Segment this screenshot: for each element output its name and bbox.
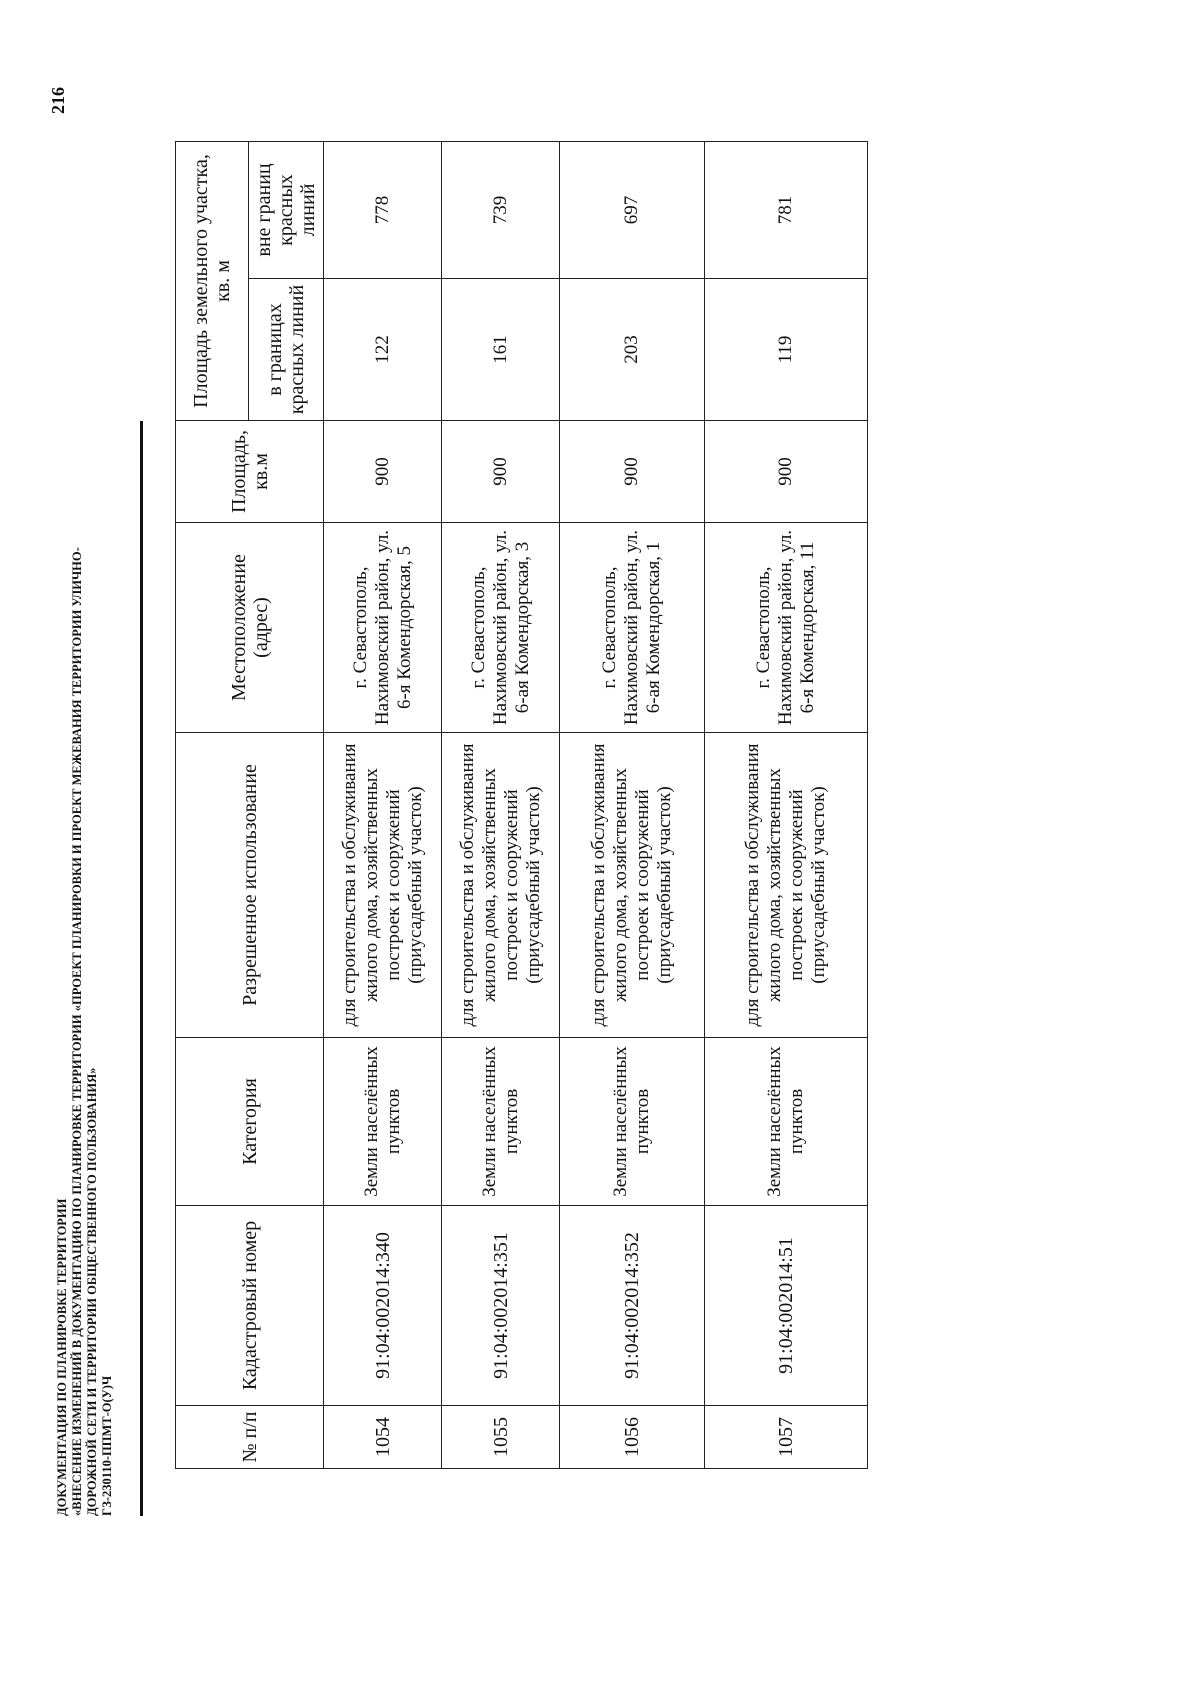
header-area: Площадь, кв.м xyxy=(176,421,324,523)
cell-usage: для строительства и обслуживания жилого дома, хозяйственных построек и сооружений (приусадебный участок) xyxy=(560,733,705,1038)
cell-cadastral: 91:04:002014:351 xyxy=(442,1206,560,1406)
header-line-1: ДОКУМЕНТАЦИЯ ПО ПЛАНИРОВКЕ ТЕРРИТОРИИ xyxy=(55,1198,69,1516)
cell-num: 1057 xyxy=(705,1406,868,1469)
parcels-table xyxy=(175,141,868,1469)
cell-num: 1056 xyxy=(560,1406,705,1469)
cell-usage: для строительства и обслуживания жилого дома, хозяйственных построек и сооружений (приусадебный участок) xyxy=(324,733,442,1038)
table-row xyxy=(705,141,868,1468)
cell-area: 900 xyxy=(560,421,705,523)
header-category: Категория xyxy=(176,1038,324,1206)
cell-inside: 161 xyxy=(442,279,560,421)
cell-location: г. Севастополь, Нахимовский район, ул. 6-я Комендорская, 11 xyxy=(705,523,868,733)
header-line-2: «ВНЕСЕНИЕ ИЗМЕНЕНИЙ В ДОКУМЕНТАЦИЮ ПО ПЛАНИРОВКЕ ТЕРРИТОРИИ «ПРОЕКТ ПЛАНИРОВКИ И ПРОЕКТ МЕЖЕВАНИЯ ТЕРРИТОРИИ УЛИЧНО- xyxy=(70,547,84,1516)
header-location: Местоположение (адрес) xyxy=(176,523,324,733)
cell-area: 900 xyxy=(442,421,560,523)
header-divider xyxy=(140,421,143,1516)
cell-outside: 781 xyxy=(705,141,868,278)
cell-cadastral: 91:04:002014:352 xyxy=(560,1206,705,1406)
document-header xyxy=(55,516,115,1516)
cell-outside: 697 xyxy=(560,141,705,278)
cell-category: Земли населённых пунктов xyxy=(442,1038,560,1206)
cell-cadastral: 91:04:002014:51 xyxy=(705,1206,868,1406)
cell-location: г. Севастополь, Нахимовский район, ул. 6-ая Комендорская, 3 xyxy=(442,523,560,733)
cell-inside: 203 xyxy=(560,279,705,421)
header-cadastral: Кадастровый номер xyxy=(176,1206,324,1406)
table-row xyxy=(442,141,560,1468)
cell-num: 1054 xyxy=(324,1406,442,1469)
header-num: № п/п xyxy=(176,1406,324,1469)
cell-location: г. Севастополь, Нахимовский район, ул. 6-ая Комендорская, 1 xyxy=(560,523,705,733)
page-number: 216 xyxy=(48,87,68,114)
cell-category: Земли населённых пунктов xyxy=(560,1038,705,1206)
cell-cadastral: 91:04:002014:340 xyxy=(324,1206,442,1406)
header-parcel-area: Площадь земельного участка, кв. м xyxy=(176,141,249,420)
header-line-3: ДОРОЖНОЙ СЕТИ И ТЕРРИТОРИИ ОБЩЕСТВЕННОГО ПОЛЬЗОВАНИЯ» xyxy=(85,1067,99,1516)
header-outside-red-lines: вне границ красных линий xyxy=(249,141,324,278)
cell-outside: 739 xyxy=(442,141,560,278)
cell-inside: 122 xyxy=(324,279,442,421)
cell-num: 1055 xyxy=(442,1406,560,1469)
header-line-4: ГЗ-230110-ППМТ-О(У)Ч xyxy=(100,1375,114,1516)
cell-category: Земли населённых пунктов xyxy=(705,1038,868,1206)
cell-outside: 778 xyxy=(324,141,442,278)
cell-inside: 119 xyxy=(705,279,868,421)
header-inside-red-lines: в границах красных линий xyxy=(249,279,324,421)
cell-location: г. Севастополь, Нахимовский район, ул. 6-я Комендорская, 5 xyxy=(324,523,442,733)
cell-usage: для строительства и обслуживания жилого дома, хозяйственных построек и сооружений (приусадебный участок) xyxy=(705,733,868,1038)
cell-area: 900 xyxy=(324,421,442,523)
header-usage: Разрешенное использование xyxy=(176,733,324,1038)
cell-usage: для строительства и обслуживания жилого дома, хозяйственных построек и сооружений (приусадебный участок) xyxy=(442,733,560,1038)
table-row xyxy=(324,141,442,1468)
table-header-row xyxy=(176,141,249,1468)
cell-area: 900 xyxy=(705,421,868,523)
table-row xyxy=(560,141,705,1468)
cell-category: Земли населённых пунктов xyxy=(324,1038,442,1206)
